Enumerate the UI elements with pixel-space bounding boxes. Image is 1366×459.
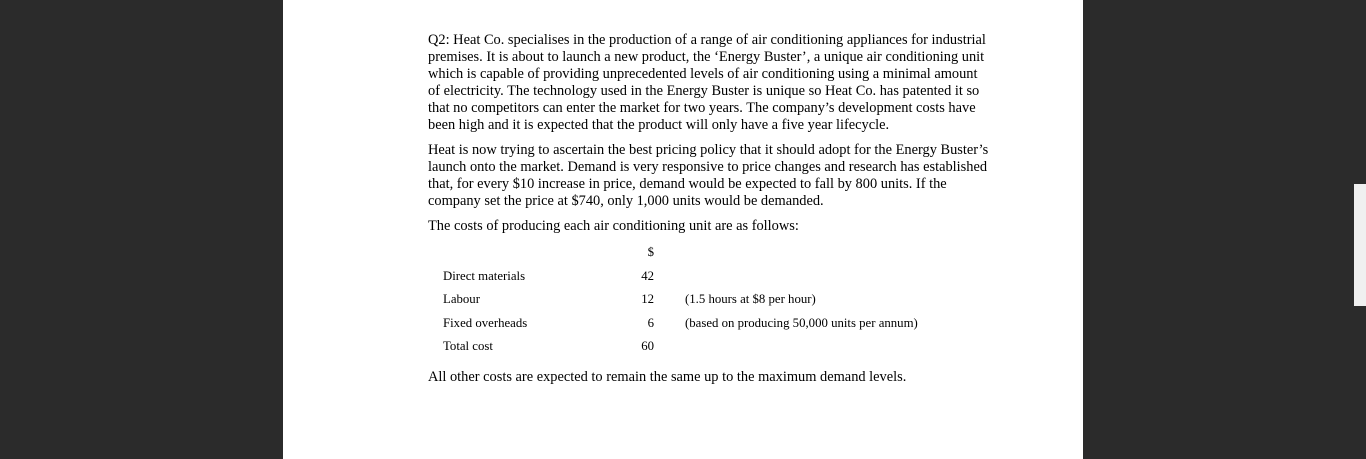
paragraph-pricing: Heat is now trying to ascertain the best pricing policy that it should adopt for the Energy Buster’s launch onto the market. Demand is very responsive to price changes and research has established that, for every $10 increase in price, demand would be expected to fall by 800 units. If the company set the price at $740, only 1,000 units would be demanded.	[428, 142, 989, 209]
cost-amount: 42	[641, 268, 654, 283]
cost-note: (1.5 hours at $8 per hour)	[685, 292, 816, 306]
cost-note: (based on producing 50,000 units per annum)	[685, 315, 918, 330]
document-page	[283, 0, 1083, 459]
cost-table	[428, 244, 993, 362]
page-content	[428, 32, 993, 394]
cost-label: Total cost	[443, 339, 493, 353]
currency-header: $	[647, 245, 654, 259]
cost-label: Direct materials	[443, 268, 526, 283]
paragraph-closing: All other costs are expected to remain the same up to the maximum demand levels.	[428, 368, 907, 385]
paragraph-costs-intro: The costs of producing each air conditioning unit are as follows:	[428, 218, 799, 234]
paragraph-intro: Q2: Heat Co. specialises in the production of a range of air conditioning appliances for industrial premises. It is about to launch a new product, the ‘Energy Buster’, a unique air conditioning unit which is capable of providing unprecedented levels of air conditioning using a minimal amount of electricity. The technology used in the Energy Buster is unique so Heat Co. has patented it so that no competitors can enter the market for two years. The company’s development costs have been high and it is expected that the product will only have a five year lifecycle.	[428, 32, 986, 133]
scrollbar-thumb[interactable]	[1354, 184, 1366, 306]
cost-label: Labour	[443, 292, 480, 306]
cost-row-total	[428, 338, 993, 362]
cost-table-header	[428, 244, 993, 268]
cost-amount: 6	[647, 315, 654, 330]
cost-row	[428, 268, 993, 292]
cost-amount: 60	[641, 339, 654, 353]
cost-label: Fixed overheads	[443, 315, 528, 330]
cost-row	[428, 291, 993, 315]
cost-row	[428, 315, 993, 339]
cost-amount: 12	[641, 292, 654, 306]
